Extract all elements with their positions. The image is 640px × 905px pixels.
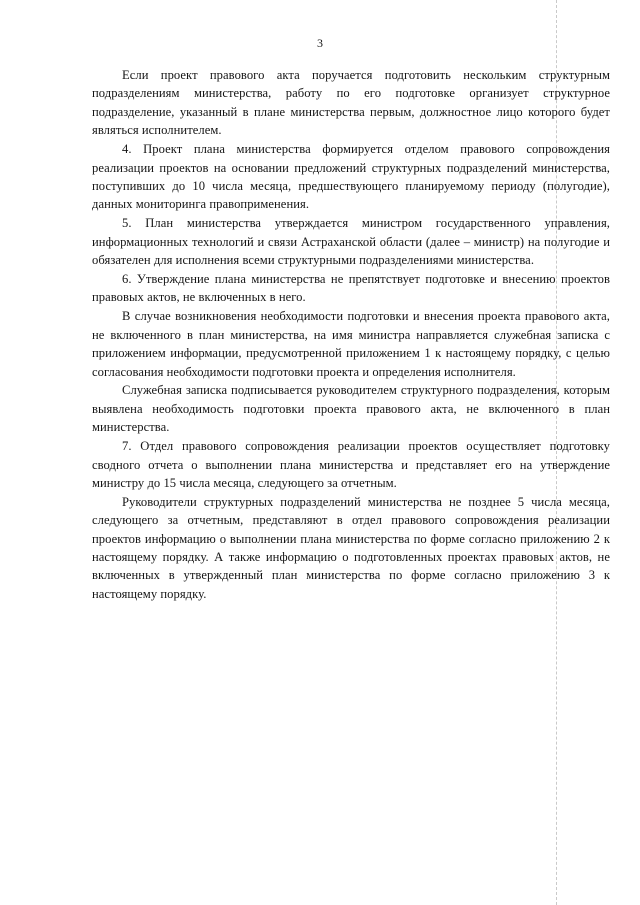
paragraph-item-6-memo: Служебная записка подписывается руководителем структурного подразделения, которым выявлена необходимость подготовки проекта правового акта, не включенного в план министерства.	[92, 383, 610, 435]
paragraph-item-6-case: В случае возникновения необходимости подготовки и внесения проекта правового акта, не включенного в план министерства, на имя министра направляется служебная записка с приложением информации, предусмотренной приложением 1 к настоящему порядку, с целью согласования необходимости подготовки проекта и определения исполнителя.	[92, 309, 610, 379]
paragraph-item-6: 6. Утверждение плана министерства не препятствует подготовке и внесению проектов правовых актов, не включенных в него.	[92, 271, 610, 305]
paragraph-item-7-heads: Руководители структурных подразделений министерства не позднее 5 числа месяца, следующего за отчетным, представляют в отдел правового сопровождения реализации проектов информацию о выполнении плана министерства по форме согласно приложению 2 к настоящему порядку. А также информацию о подготовленных проектах правовых актов, не включенных в утвержденный план министерства по форме согласно приложению 3 к настоящему порядку.	[92, 494, 610, 601]
body-text	[92, 66, 610, 604]
page-number: 3	[317, 36, 323, 50]
paragraph-item-5: 5. План министерства утверждается министром государственного управления, информационных технологий и связи Астраханской области (далее – министр) на полугодие и обязателен для исполнения всеми структурными подразделениями министерства.	[92, 216, 610, 268]
paragraph-lead: Если проект правового акта поручается подготовить нескольким структурным подразделениям министерства, работу по его подготовке организует структурное подразделение, указанный в плане министерства первым, должностное лицо которого будет являться исполнителем.	[92, 68, 610, 138]
paragraph-item-7: 7. Отдел правового сопровождения реализации проектов осуществляет подготовку сводного отчета о выполнении плана министерства и представляет его на утверждение министру до 15 числа месяца, следующего за отчетным.	[92, 439, 610, 490]
paragraph-item-4: 4. Проект плана министерства формируется отделом правового сопровождения реализации проектов на основании предложений структурных подразделений министерства, поступивших до 10 числа месяца, предшествующего планируемому периоду (полугодие), данных мониторинга правоприменения.	[92, 142, 610, 212]
